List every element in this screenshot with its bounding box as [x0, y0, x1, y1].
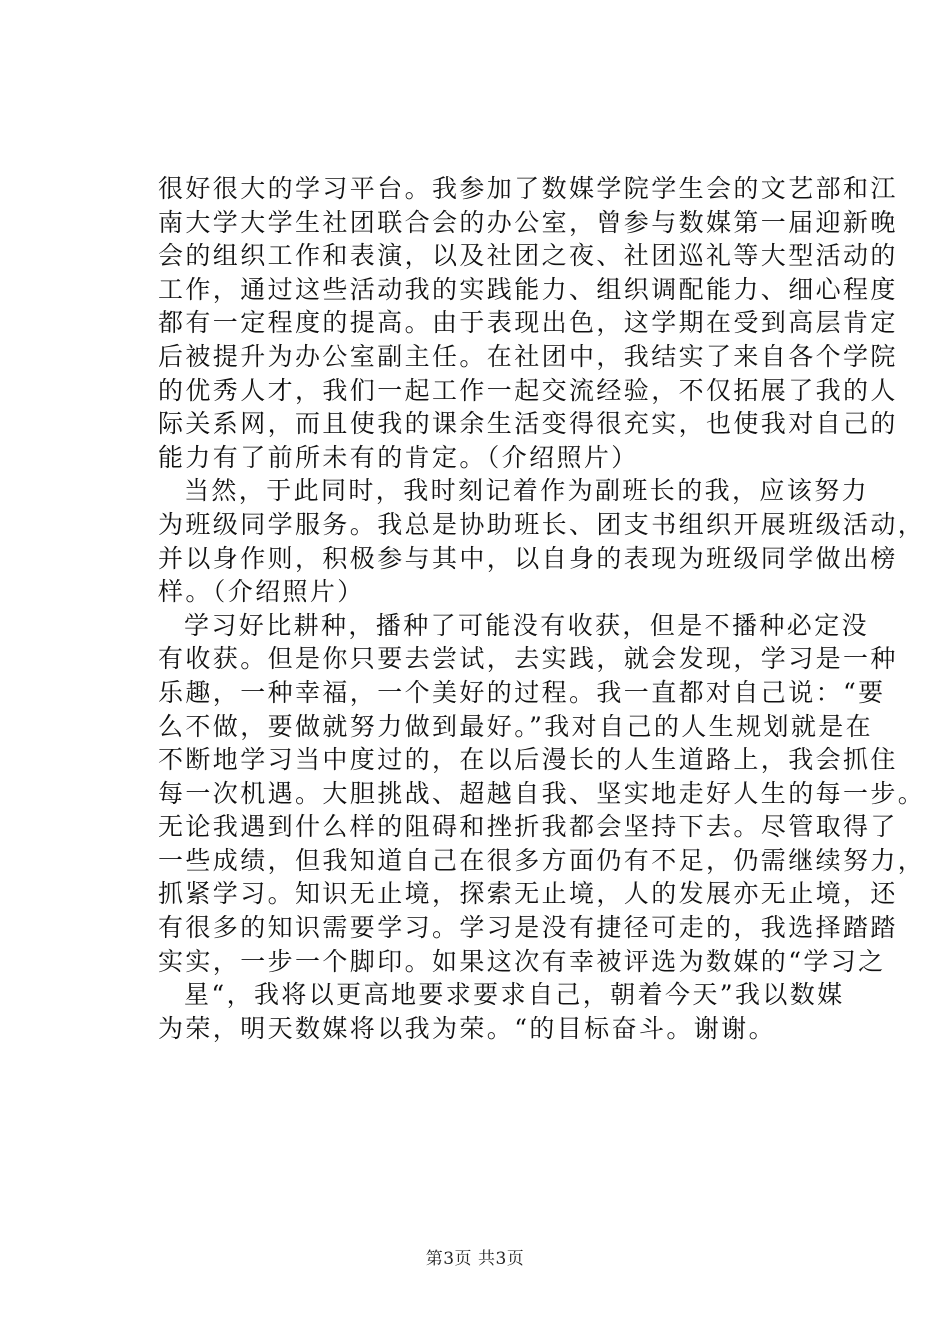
text-line: 乐趣，一种幸福，一个美好的过程。我一直都对自己说：“要: [158, 677, 886, 707]
text-line: 样。（介绍照片）: [158, 577, 365, 607]
text-line: 并以身作则，积极参与其中，以自身的表现为班级同学做出榜: [158, 543, 898, 573]
page-footer: 第3页 共3页: [425, 1249, 525, 1269]
text-line: 一些成绩，但我知道自己在很多方面仍有不足，仍需继续努力，: [158, 845, 926, 875]
text-line: 么不做，要做就努力做到最好。”我对自己的人生规划就是在: [158, 711, 874, 741]
text-line: 南大学大学生社团联合会的办公室，曾参与数媒第一届迎新晚: [158, 207, 898, 237]
text-line: 的优秀人才，我们一起工作一起交流经验，不仅拓展了我的人: [158, 375, 898, 405]
text-line: 有收获。但是你只要去尝试，去实践，就会发现，学习是一种: [158, 644, 898, 674]
text-line: 有很多的知识需要学习。学习是没有捷径可走的，我选择踏踏: [158, 913, 898, 943]
text-line: 星“，我将以更高地要求要求自己，朝着今天”我以数媒: [184, 980, 845, 1010]
text-line: 实实，一步一个脚印。如果这次有幸被评选为数媒的“学习之: [158, 946, 886, 976]
text-line: 为荣，明天数媒将以我为荣。“的目标奋斗。谢谢。: [158, 1013, 776, 1043]
text-line: 都有一定程度的提高。由于表现出色，这学期在受到高层肯定: [158, 308, 898, 338]
text-line: 学习好比耕种，播种了可能没有收获，但是不播种必定没: [184, 610, 870, 640]
text-line: 当然，于此同时，我时刻记着作为副班长的我，应该努力: [184, 476, 870, 506]
text-line: 为班级同学服务。我总是协助班长、团支书组织开展班级活动，: [158, 509, 926, 539]
text-line: 很好很大的学习平台。我参加了数媒学院学生会的文艺部和江: [158, 174, 898, 203]
text-line: 际关系网，而且使我的课余生活变得很充实，也使我对自己的: [158, 409, 898, 439]
text-line: 工作，通过这些活动我的实践能力、组织调配能力、细心程度: [158, 274, 898, 304]
text-line: 不断地学习当中度过的，在以后漫长的人生道路上，我会抓住: [158, 745, 898, 775]
text-line: 无论我遇到什么样的阻碍和挫折我都会坚持下去。尽管取得了: [158, 812, 898, 842]
text-line: 会的组织工作和表演，以及社团之夜、社团巡礼等大型活动的: [158, 241, 898, 271]
text-line: 每一次机遇。大胆挑战、超越自我、坚实地走好人生的每一步。: [158, 778, 926, 808]
document-body: [158, 172, 926, 1045]
text-line: 后被提升为办公室副主任。在社团中，我结实了来自各个学院: [158, 341, 898, 371]
text-line: 抓紧学习。知识无止境，探索无止境，人的发展亦无止境，还: [158, 879, 898, 909]
text-line: 能力有了前所未有的肯定。（介绍照片）: [158, 442, 639, 472]
